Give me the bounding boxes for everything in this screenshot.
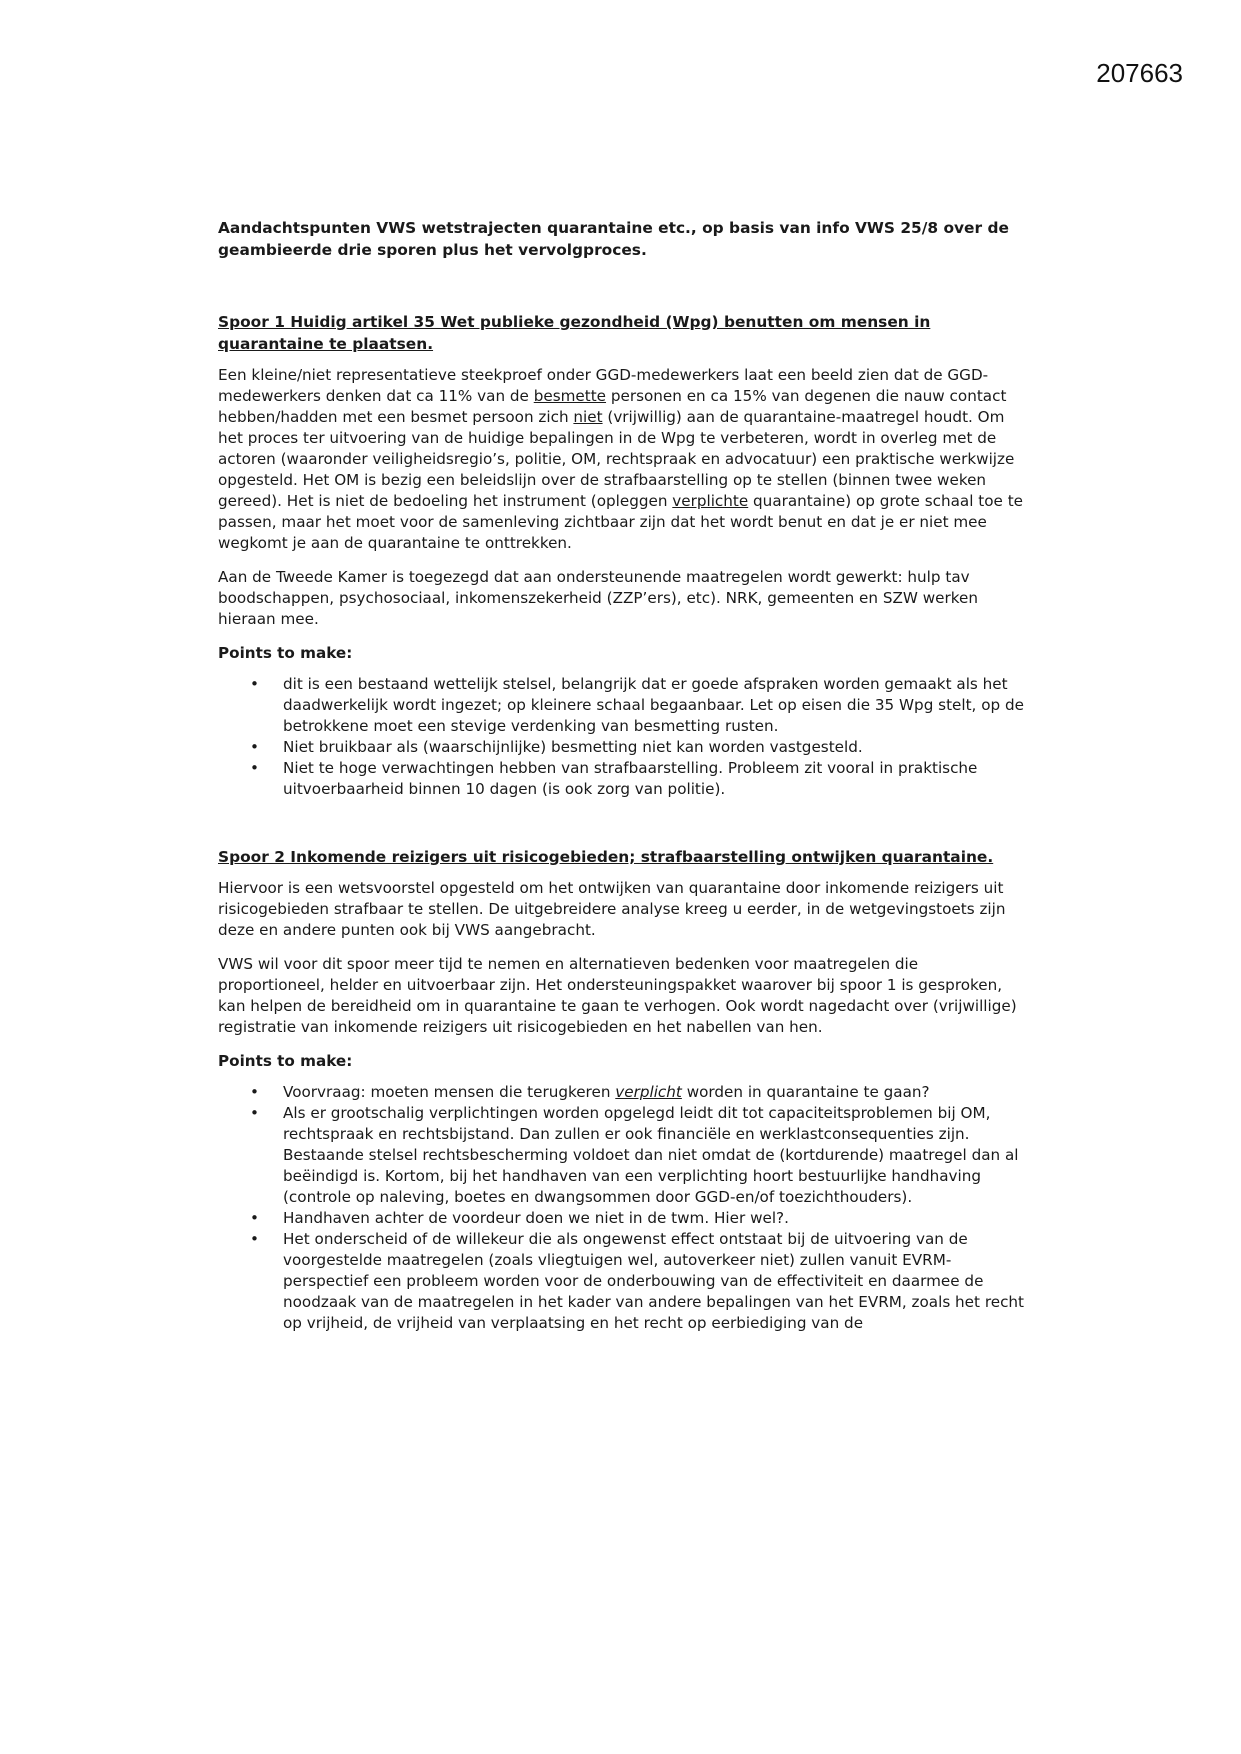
paragraph: Een kleine/niet representatieve steekproef onder GGD-medewerkers laat een beeld zien dat de GGD-medewerkers denken dat ca 11% van de besmette personen en ca 15% van degenen die nauw contact hebben/hadden met een besmet persoon zich niet (vrijwillig) aan de quarantaine-maatregel houdt. Om het proces ter uitvoering van de huidige bepalingen in de Wpg te verbeteren, wordt in overleg met de actoren (waaronder veiligheidsregio’s, politie, OM, rechtspraak en advocatuur) een praktische werkwijze opgesteld. Het OM is bezig een beleidslijn over de strafbaarstelling op te stellen (binnen twee weken gereed). Het is niet de bedoeling het instrument (opleggen verplichte quarantaine) op grote schaal toe te passen, maar het moet voor de samenleving zichtbaar zijn dat het wordt benut en dat je er niet mee wegkomt je aan de quarantaine te onttrekken. [218, 366, 1023, 552]
list-item: • Het onderscheid of de willekeur die als ongewenst effect ontstaat bij de uitvoering van de voorgestelde maatregelen (zoals vliegtuigen wel, autoverkeer niet) zullen vanuit EVRM-perspectief een probleem worden voor de onderbouwing van de effectiviteit en daarmee de noodzaak van de maatregelen in het kader van andere bepalingen van het EVRM, zoals het recht op vrijheid, de vrijheid van verplaatsing en het recht op eerbiediging van de [283, 1229, 1028, 1334]
section-heading-spoor-1: Spoor 1 Huidig artikel 35 Wet publieke gezondheid (Wpg) benutten om mensen in quarantaine te plaatsen. [218, 313, 931, 353]
section-heading-spoor-2: Spoor 2 Inkomende reizigers uit risicogebieden; strafbaarstelling ontwijken quarantaine. [218, 848, 994, 866]
section-spoor-1 [218, 311, 1028, 800]
document-body [218, 217, 1028, 1334]
list-item: • Handhaven achter de voordeur doen we niet in de twm. Hier wel?. [283, 1208, 1028, 1229]
points-to-make-label: Points to make: [218, 644, 353, 662]
bullet-list [218, 1082, 1028, 1334]
paragraph: Hiervoor is een wetsvoorstel opgesteld om het ontwijken van quarantaine door inkomende reizigers uit risicogebieden strafbaar te stellen. De uitgebreidere analyse kreeg u eerder, in de wetgevingstoets zijn deze en andere punten ook bij VWS aangebracht. [218, 879, 1006, 939]
section-spoor-2 [218, 846, 1028, 1334]
list-item: • Voorvraag: moeten mensen die terugkeren verplicht worden in quarantaine te gaan? [283, 1082, 1028, 1103]
points-to-make-label: Points to make: [218, 1052, 353, 1070]
bullet-list [218, 674, 1028, 800]
page-number: 207663 [1096, 58, 1183, 88]
list-item: • Niet te hoge verwachtingen hebben van strafbaarstelling. Probleem zit vooral in praktische uitvoerbaarheid binnen 10 dagen (is ook zorg van politie). [283, 758, 1028, 800]
paragraph: Aan de Tweede Kamer is toegezegd dat aan ondersteunende maatregelen wordt gewerkt: hulp tav boodschappen, psychosociaal, inkomenszekerheid (ZZP’ers), etc). NRK, gemeenten en SZW werken hieraan mee. [218, 568, 978, 628]
paragraph: VWS wil voor dit spoor meer tijd te nemen en alternatieven bedenken voor maatregelen die proportioneel, helder en uitvoerbaar zijn. Het ondersteuningspakket waarover bij spoor 1 is gesproken, kan helpen de bereidheid om in quarantaine te gaan te verhogen. Ook wordt nagedacht over (vrijwillige) registratie van inkomende reizigers uit risicogebieden en het nabellen van hen. [218, 955, 1017, 1036]
document-title: Aandachtspunten VWS wetstrajecten quarantaine etc., op basis van info VWS 25/8 over de geambieerde drie sporen plus het vervolgproces. [218, 219, 1009, 259]
list-item: • Niet bruikbaar als (waarschijnlijke) besmetting niet kan worden vastgesteld. [283, 737, 1028, 758]
list-item: • dit is een bestaand wettelijk stelsel, belangrijk dat er goede afspraken worden gemaakt als het daadwerkelijk wordt ingezet; op kleinere schaal begaanbaar. Let op eisen die 35 Wpg stelt, op de betrokkene moet een stevige verdenking van besmetting rusten. [283, 674, 1028, 737]
list-item: • Als er grootschalig verplichtingen worden opgelegd leidt dit tot capaciteitsproblemen bij OM, rechtspraak en rechtsbijstand. Dan zullen er ook financiële en werklastconsequenties zijn. Bestaande stelsel rechtsbescherming voldoet dan niet omdat de (kortdurende) maatregel dan al beëindigd is. Kortom, bij het handhaven van een verplichting hoort bestuurlijke handhaving (controle op naleving, boetes en dwangsommen door GGD-en/of toezichthouders). [283, 1103, 1028, 1208]
